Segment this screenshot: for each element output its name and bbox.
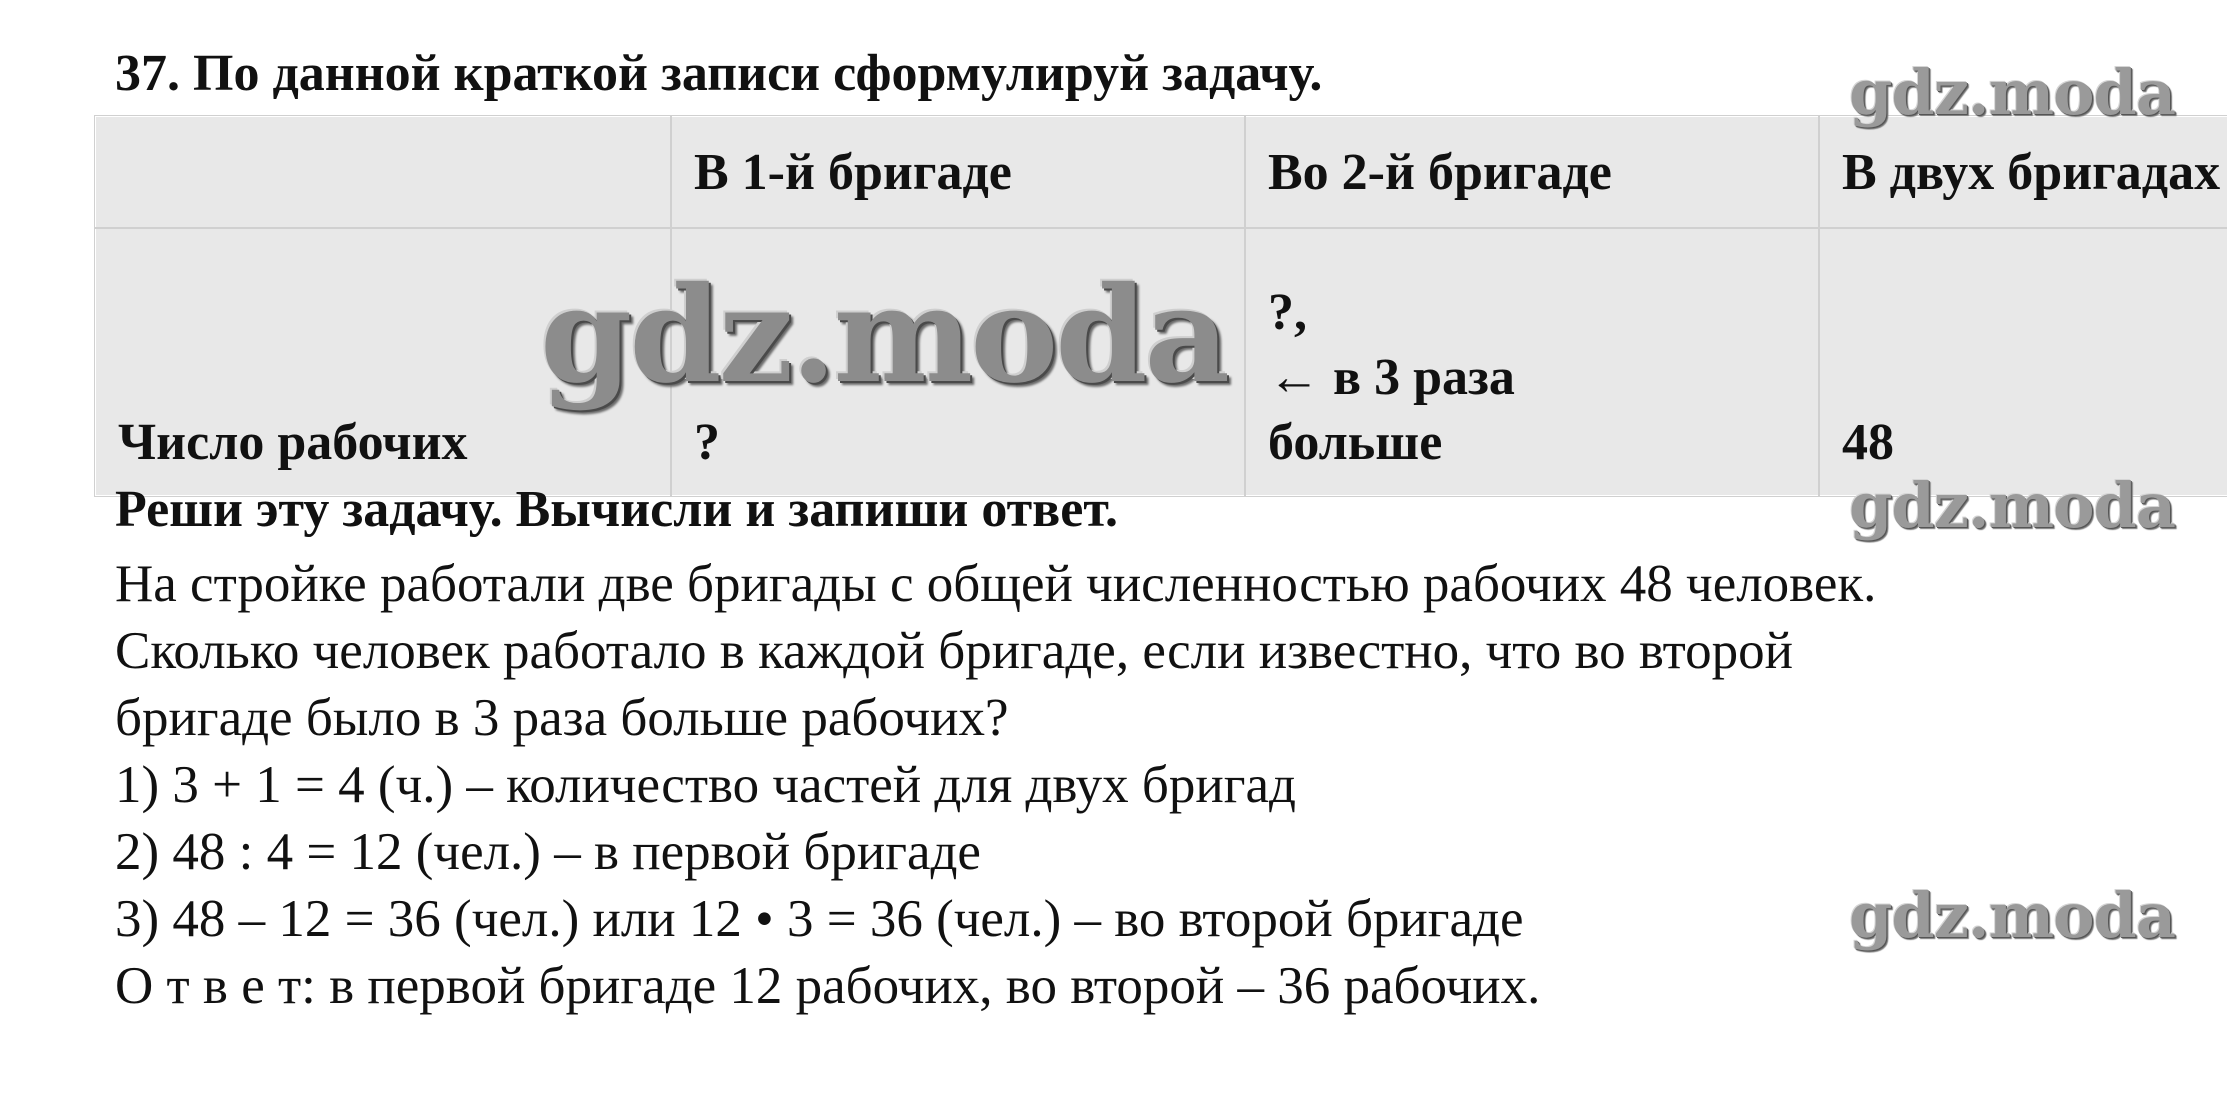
table-header-brigade-1: В 1-й бригаде [671,116,1245,228]
table-header-brigade-2: Во 2-й бригаде [1245,116,1819,228]
watermark-logo: gdz.moda [1849,469,2175,542]
watermark-logo-large: gdz.moda [540,258,1228,413]
table-row-label: Число рабочих [95,228,671,496]
table-cell-total: 48 [1819,228,2227,496]
table-header-cell-empty [95,116,671,228]
problem-line-3: бригаде было в 3 раза больше рабочих? [115,689,1009,747]
table-header-row [95,116,2227,228]
solution-heading: Реши эту задачу. Вычисли и запиши ответ. [115,481,1118,538]
problem-line-2: Сколько человек работало в каждой бригаде, если известно, что во второй [115,622,1793,680]
task-title: 37. По данной краткой записи сформулируй задачу. [115,45,1323,102]
problem-line-1: На стройке работали две бригады с общей численностью рабочих 48 человек. [115,555,1877,613]
brigade-2-relation: ← в 3 раза [1268,349,1515,406]
table-cell-brigade-1: ? [671,228,1245,496]
brigade-2-relation-cont: больше [1268,414,1443,471]
watermark-logo: gdz.moda [1849,879,2175,952]
solution-step-3: 3) 48 – 12 = 36 (чел.) или 12 • 3 = 36 (чел.) – во второй бригаде [115,890,1524,948]
solution-step-1: 1) 3 + 1 = 4 (ч.) – количество частей для двух бригад [115,756,1296,814]
table-header-both-brigades: В двух бригадах [1819,116,2227,228]
table-cell-brigade-2 [1245,228,1819,496]
answer-line: О т в е т: в первой бригаде 12 рабочих, во второй – 36 рабочих. [115,957,1541,1015]
solution-step-2: 2) 48 : 4 = 12 (чел.) – в первой бригаде [115,823,981,881]
brigade-2-unknown: ?, [1268,284,1307,341]
solution-body [115,551,2115,1020]
watermark-logo: gdz.moda [1849,56,2175,129]
